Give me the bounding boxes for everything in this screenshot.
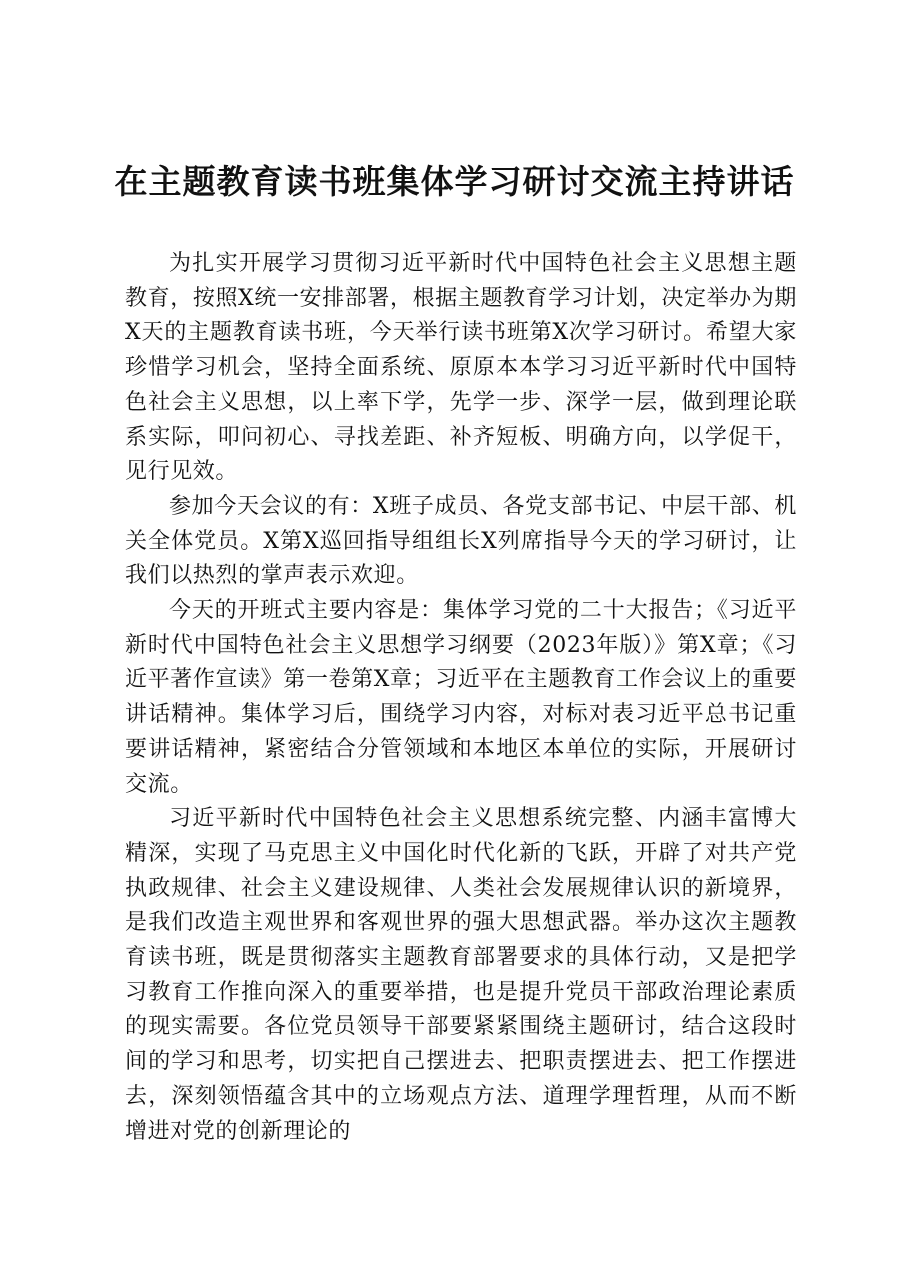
paragraph-1: 为扎实开展学习贯彻习近平新时代中国特色社会主义思想主题教育，按照X统一安排部署，根据主题教育学习计划，决定举办为期X天的主题教育读书班，今天举行读书班第X次学习研讨。希望大家珍惜学习机会，坚持全面系统、原原本本学习习近平新时代中国特色社会主义思想，以上率下学，先学一步、深学一层，做到理论联系实际，叩问初心、寻找差距、补齐短板、明确方向，以学促干，见行见效。 (125, 251, 797, 485)
paragraph-4: 习近平新时代中国特色社会主义思想系统完整、内涵丰富博大精深，实现了马克思主义中国化时代化新的飞跃，开辟了对共产党执政规律、社会主义建设规律、人类社会发展规律认识的新境界，是我们改造主观世界和客观世界的强大思想武器。举办这次主题教育读书班，既是贯彻落实主题教育部署要求的具体行动，又是把学习教育工作推向深入的重要举措，也是提升党员干部政治理论素质的现实需要。各位党员领导干部要紧紧围绕主题研讨，结合这段时间的学习和思考，切实把自己摆进去、把职责摆进去、把工作摆进去，深刻领悟蕴含其中的立场观点方法、道理学理哲理，从而不断增进对党的创新理论的 (125, 806, 797, 1144)
paragraph-3: 今天的开班式主要内容是：集体学习党的二十大报告；《习近平新时代中国特色社会主义思想学习纲要（2023年版）》第X章；《习近平著作宣读》第一卷第X章；习近平在主题教育工作会议上的重要讲话精神。集体学习后，围绕学习内容，对标对表习近平总书记重要讲话精神，紧密结合分管领域和本地区本单位的实际，开展研讨交流。 (125, 598, 797, 797)
paragraph-2: 参加今天会议的有：X班子成员、各党支部书记、中层干部、机关全体党员。X第X巡回指导组组长X列席指导今天的学习研讨，让我们以热烈的掌声表示欢迎。 (125, 493, 797, 589)
document-body (125, 247, 797, 1149)
document-title: 在主题教育读书班集体学习研讨交流主持讲话 (114, 162, 795, 201)
